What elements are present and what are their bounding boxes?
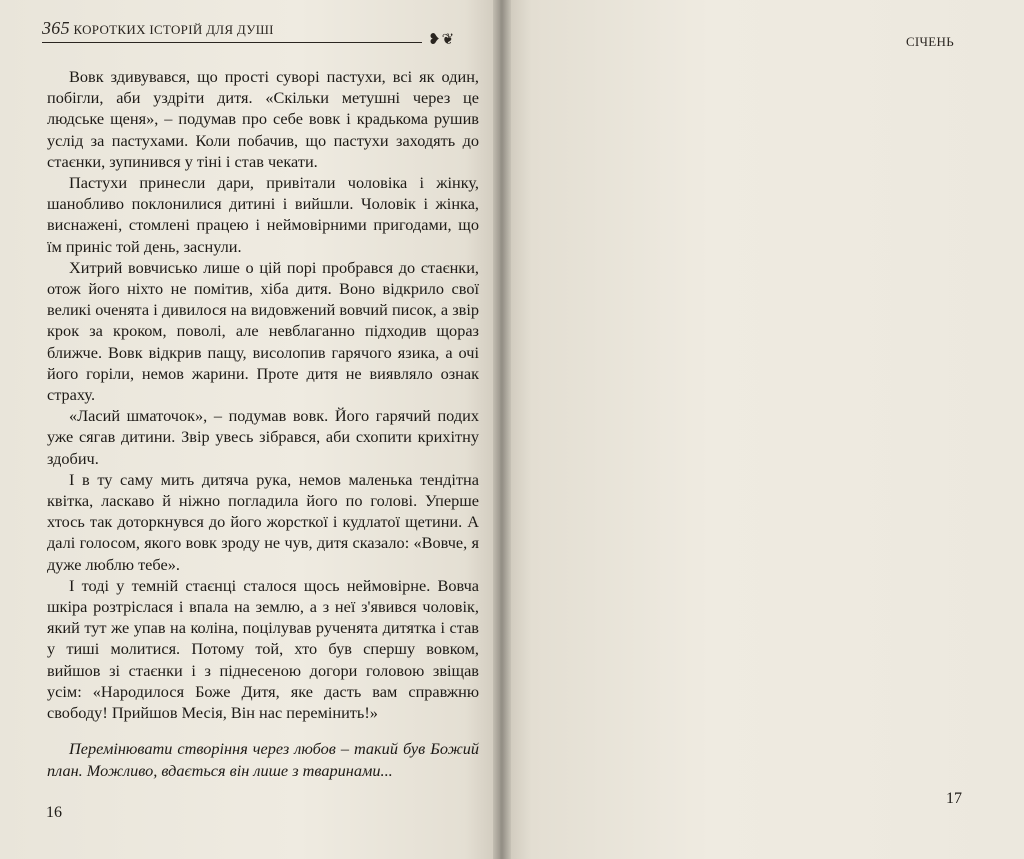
header-rule-left (42, 42, 422, 43)
epilogue-italic: Перемінювати створіння через любов – такий був Божий план. Можливо, вдається він лише з тваринами... (47, 739, 479, 780)
paragraph: «Ласий шматочок», – подумав вовк. Його гарячий подих уже сягав дитини. Звір увесь зібрався, аби схопити крихітну здобич. (47, 406, 479, 468)
paragraph: Вовк здивувався, що прості суворі пастухи, всі як один, побігли, аби уздріти дитя. «Скільки метушні через це людське щеня», – подумав про себе вовк і крадькома рушив услід за пастухами. Коли побачив, що пастухи заходять до стаєнки, зупинився у тіні і став чекати. (47, 67, 479, 171)
story-text-left (47, 66, 479, 781)
book-gutter (493, 0, 511, 859)
paragraph: І в ту саму мить дитяча рука, немов маленька тендітна квітка, ласкаво й ніжно погладила його по голові. Уперше хтось так доторкнувся до його жорсткої і кудлатої щетини. А далі голосом, якого вовк зроду не чув, дитя сказало: «Вовче, я дуже люблю тебе». (47, 469, 479, 574)
running-head-left (42, 18, 274, 39)
left-page (0, 0, 500, 859)
paragraph: Пастухи принесли дари, привітали чоловіка і жінку, шанобливо поклонилися дитині і вийшли. Чоловік і жінка, виснажені, стомлені працею і неймовірними пригодами, що їм приніс той день, заснули. (47, 173, 479, 256)
page-number-left: 16 (46, 804, 62, 821)
right-page (500, 0, 1024, 859)
flourish-ornament-icon: ❥❦ (428, 32, 456, 48)
paragraph: І тоді у темній стаєнці сталося щось неймовірне. Вовча шкіра розтріслася і впала на землю, а з неї з'явився чоловік, який тут же упав на коліна, поцілував рученята дитятка і став у тиші молитися. Потому той, хто був спершу вовком, вийшов зі стаєнки і з піднесеною догори головою звіщав усім: «Народилося Боже Дитя, яке дасть вам справжню свободу! Прийшов Месія, Він нас перемінить!» (47, 575, 479, 723)
running-head-number: 365 (42, 18, 70, 38)
page-number-right: 17 (946, 790, 962, 807)
running-head-title: КОРОТКИХ ІСТОРІЙ ДЛЯ ДУШІ (73, 22, 274, 37)
paragraph: Хитрий вовчисько лише о цій порі пробрався до стаєнки, отож його ніхто не помітив, хіба дитя. Воно відкрило свої великі оченята і дивилося на видовжений вовчий писок, а звір крок за кроком, поволі, але невблаганно підходив щораз ближче. Вовк відкрив пащу, висолопив гарячого язика, а очі його горіли, немов жарини. Проте дитя не виявляло ознак страху. (47, 257, 479, 405)
running-head-month: СІЧЕНЬ (905, 34, 954, 49)
